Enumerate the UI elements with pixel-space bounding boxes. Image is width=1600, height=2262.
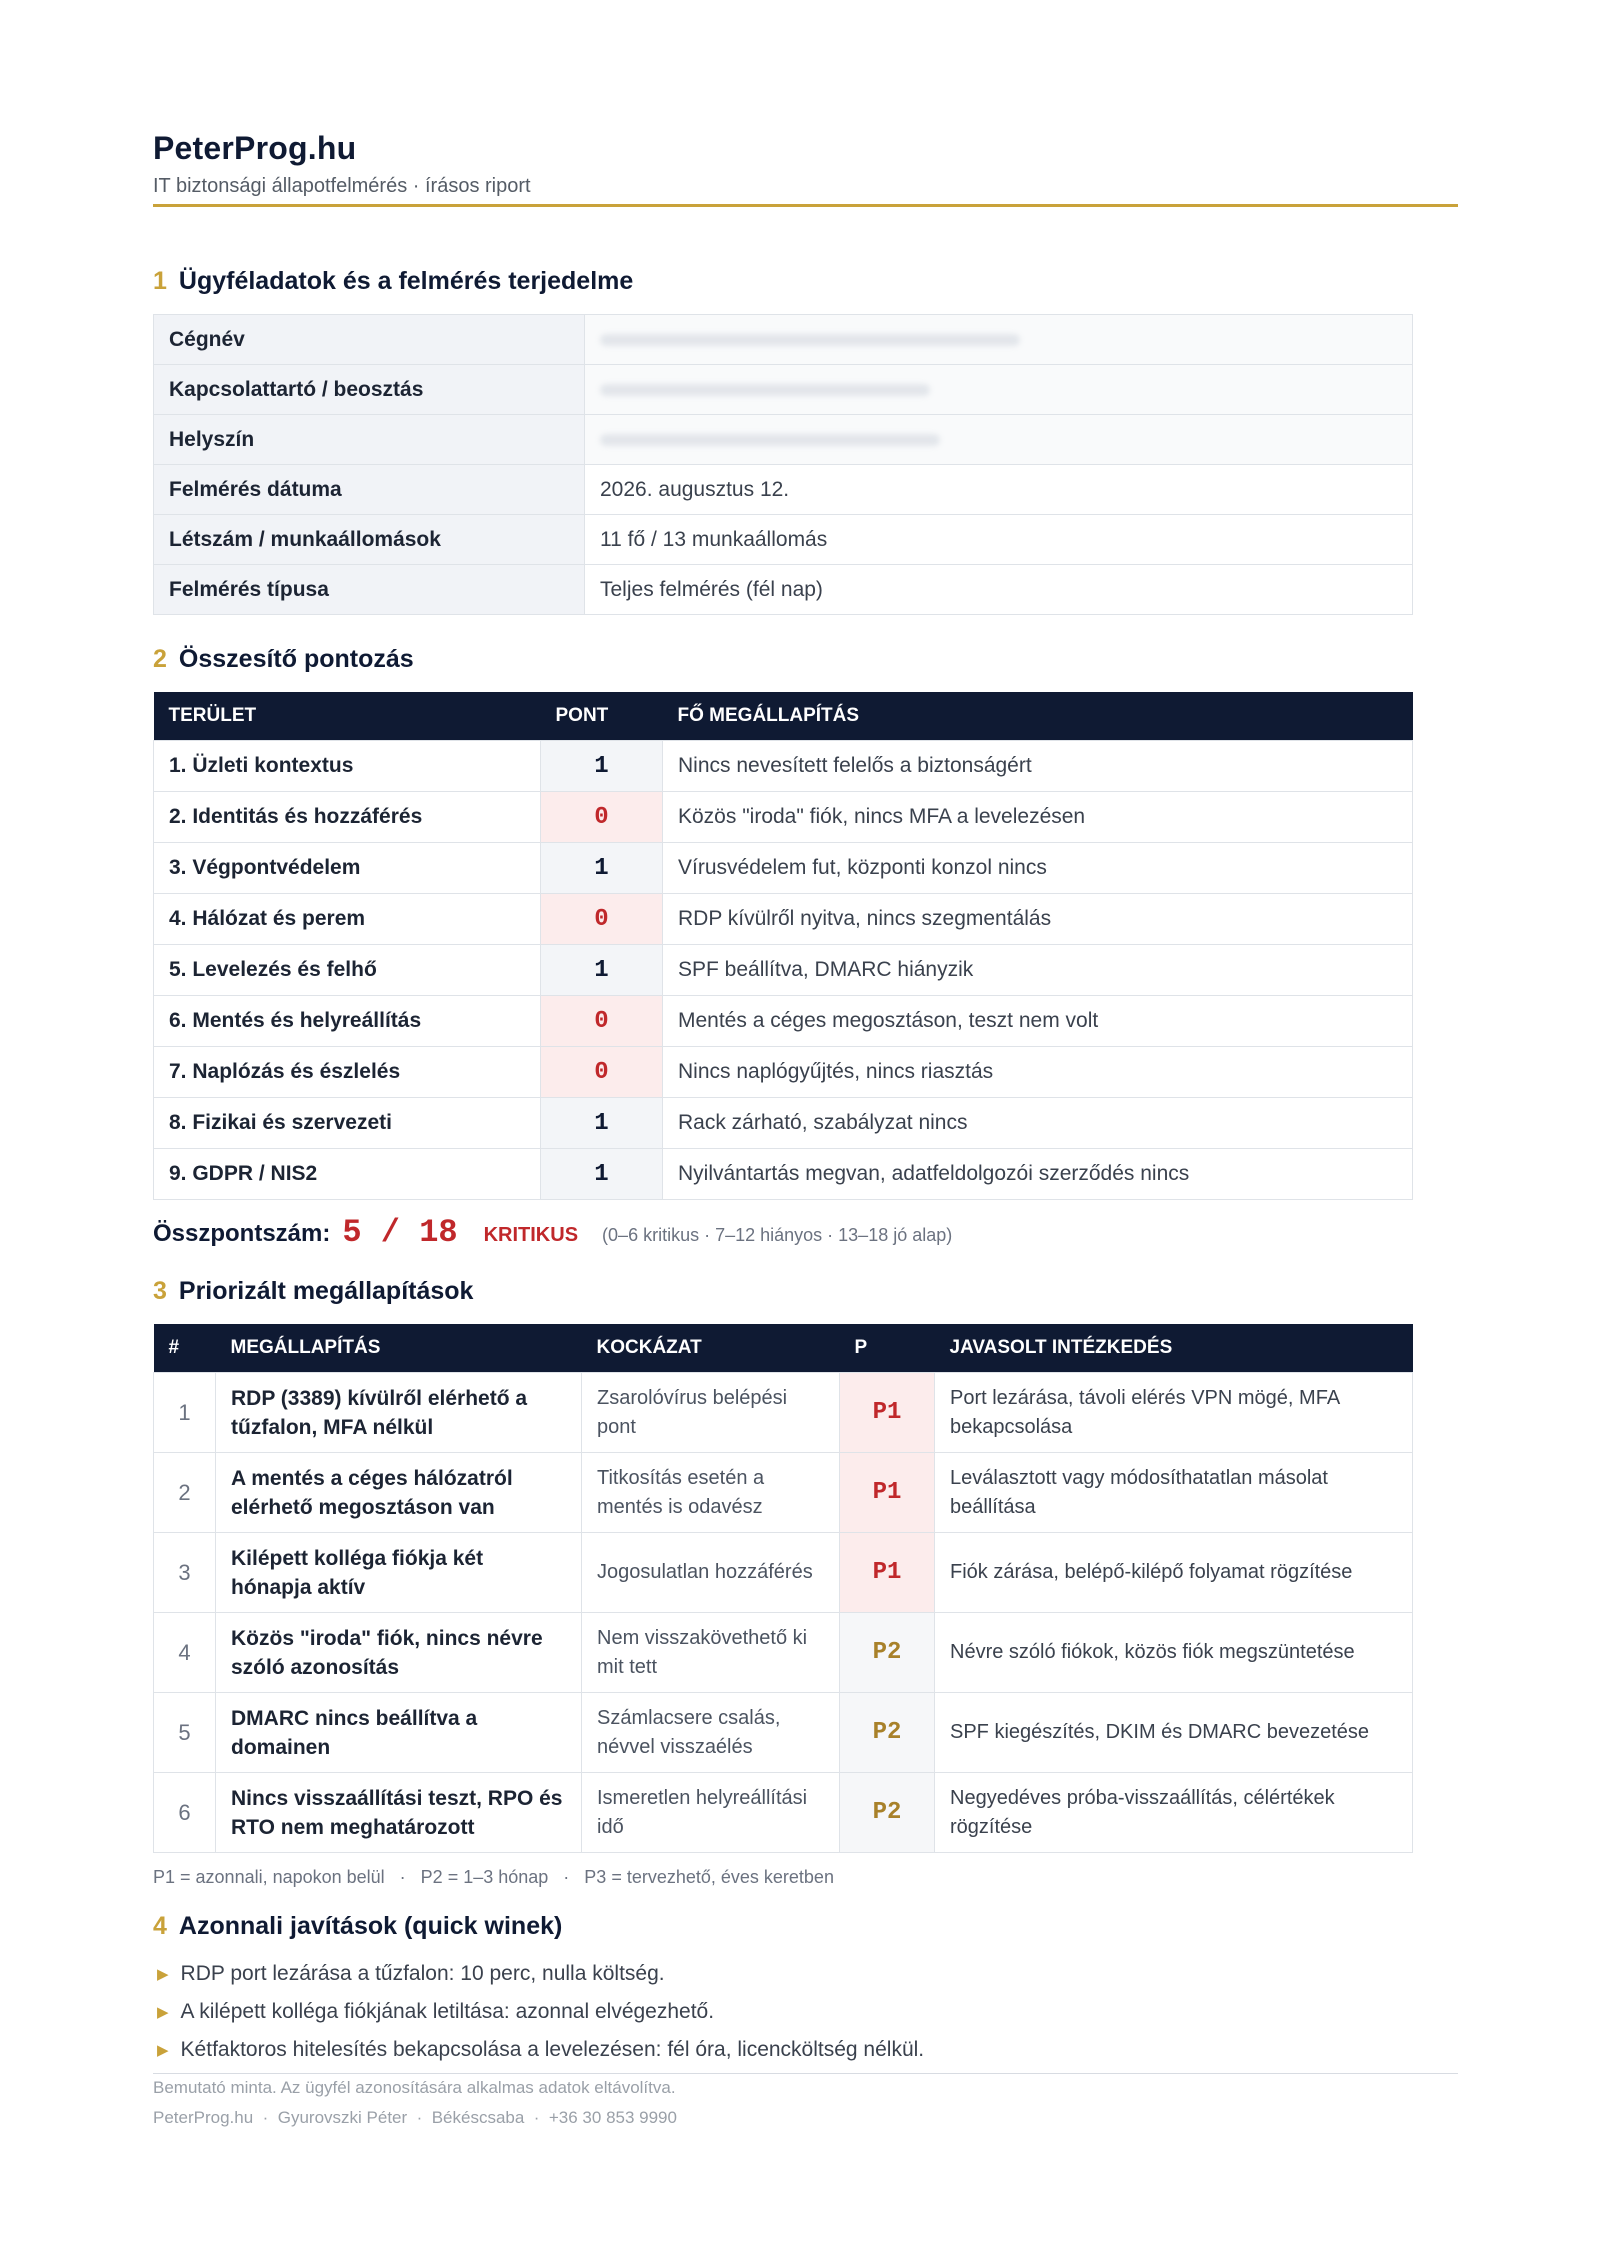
finding-title: Kilépett kolléga fiókja két hónapja aktív [216,1533,582,1613]
area-main-finding: Nincs nevesített felelős a biztonságért [663,741,1413,792]
finding-risk: Nem visszakövethető ki mit tett [582,1613,840,1693]
client-row [154,415,1413,465]
area-name: 4. Hálózat és perem [154,894,541,945]
area-main-finding: SPF beállítva, DMARC hiányzik [663,945,1413,996]
finding-action: Leválasztott vagy módosíthatatlan másolat beállítása [935,1453,1413,1533]
table-row [154,1098,1413,1149]
section-title: Összesítő pontozás [178,645,414,673]
table-row [154,1373,1413,1453]
area-point: 0 [541,1047,663,1098]
section-title: Azonnali javítások (quick winek) [178,1912,563,1940]
client-field-label: Felmérés dátuma [154,465,585,515]
table-row [154,996,1413,1047]
table-row [154,1533,1413,1613]
area-point: 1 [541,741,663,792]
section-heading-findings [153,1277,1458,1306]
table-row [154,843,1413,894]
finding-priority: P1 [840,1453,935,1533]
list-item [153,2031,1458,2069]
header-area: TERÜLET [154,692,541,741]
finding-priority: P2 [840,1613,935,1693]
area-name: 6. Mentés és helyreállítás [154,996,541,1047]
finding-risk: Titkosítás esetén a mentés is odavész [582,1453,840,1533]
area-point: 0 [541,996,663,1047]
header-finding: MEGÁLLAPÍTÁS [216,1324,582,1373]
header-risk: KOCKÁZAT [582,1324,840,1373]
finding-title: Nincs visszaállítási teszt, RPO és RTO nem meghatározott [216,1773,582,1853]
finding-index: 5 [154,1693,216,1773]
status-badge: KRITIKUS [483,1224,579,1246]
finding-risk: Számlacsere csalás, névvel visszaélés [582,1693,840,1773]
section-heading-client [153,267,1458,296]
finding-action: Névre szóló fiókok, közös fiók megszüntetése [935,1613,1413,1693]
table-row [154,1613,1413,1693]
section-title: Ügyféladatok és a felmérés terjedelme [178,267,634,295]
area-name: 5. Levelezés és felhő [154,945,541,996]
client-field-value: 2026. augusztus 12. [585,465,1413,515]
client-row [154,465,1413,515]
finding-risk: Zsarolóvírus belépési pont [582,1373,840,1453]
quick-win-text: Kétfaktoros hitelesítés bekapcsolása a levelezésen: fél óra, licencköltség nélkül. [180,2038,925,2061]
area-name: 7. Naplózás és észlelés [154,1047,541,1098]
finding-index: 1 [154,1373,216,1453]
client-field-label: Kapcsolattartó / beosztás [154,365,585,415]
area-main-finding: Nyilvántartás megvan, adatfeldolgozói szerződés nincs [663,1149,1413,1200]
client-row [154,565,1413,615]
priority-legend: P1 = azonnali, napokon belül · P2 = 1–3 hónap · P3 = tervezhető, éves keretben [153,1867,834,1887]
header-action: JAVASOLT INTÉZKEDÉS [935,1324,1413,1373]
finding-index: 6 [154,1773,216,1853]
triangle-bullet-icon: ▶ [157,2042,169,2059]
finding-action: Fiók zárása, belépő-kilépő folyamat rögzítése [935,1533,1413,1613]
triangle-bullet-icon: ▶ [157,1966,169,1983]
redacted-value [600,434,940,446]
score-header-row [154,692,1413,741]
table-row [154,1149,1413,1200]
section-heading-score [153,645,1458,674]
header-index: # [154,1324,216,1373]
quick-win-text: RDP port lezárása a tűzfalon: 10 perc, nulla költség. [180,1962,665,1985]
client-field-label: Létszám / munkaállomások [154,515,585,565]
area-name: 2. Identitás és hozzáférés [154,792,541,843]
area-point: 1 [541,945,663,996]
report-subtitle: IT biztonsági állapotfelmérés · írásos riport [153,175,531,197]
finding-title: Közös "iroda" fiók, nincs névre szóló azonosítás [216,1613,582,1693]
section-title: Priorizált megállapítások [178,1277,474,1305]
footer-divider [153,2073,1458,2074]
quick-wins-list [153,1955,1458,2069]
section-number: 3 [153,1277,167,1305]
total-score-label: Összpontszám: [153,1220,331,1247]
finding-action: Port lezárása, távoli elérés VPN mögé, MFA bekapcsolása [935,1373,1413,1453]
header-main-finding: FŐ MEGÁLLAPÍTÁS [663,692,1413,741]
list-item [153,1955,1458,1993]
list-item [153,1993,1458,2031]
area-name: 9. GDPR / NIS2 [154,1149,541,1200]
table-row [154,1693,1413,1773]
client-field-value [585,415,1413,465]
client-field-value [585,315,1413,365]
finding-priority: P2 [840,1773,935,1853]
client-row [154,365,1413,415]
area-main-finding: RDP kívülről nyitva, nincs szegmentálás [663,894,1413,945]
table-row [154,1773,1413,1853]
client-field-label: Felmérés típusa [154,565,585,615]
section-heading-quick-wins [153,1912,1458,1941]
client-table [153,314,1413,615]
area-main-finding: Nincs naplógyűjtés, nincs riasztás [663,1047,1413,1098]
section-number: 4 [153,1912,167,1940]
client-field-label: Helyszín [154,415,585,465]
client-field-value: Teljes felmérés (fél nap) [585,565,1413,615]
table-row [154,792,1413,843]
redacted-value [600,334,1020,346]
finding-title: RDP (3389) kívülről elérhető a tűzfalon, MFA nélkül [216,1373,582,1453]
quick-win-text: A kilépett kolléga fiókjának letiltása: azonnal elvégezhető. [180,2000,715,2023]
section-number: 1 [153,267,167,295]
client-field-label: Cégnév [154,315,585,365]
finding-index: 3 [154,1533,216,1613]
finding-title: DMARC nincs beállítva a domainen [216,1693,582,1773]
finding-priority: P1 [840,1373,935,1453]
area-point: 0 [541,792,663,843]
area-point: 0 [541,894,663,945]
client-field-value: 11 fő / 13 munkaállomás [585,515,1413,565]
triangle-bullet-icon: ▶ [157,2004,169,2021]
findings-table [153,1324,1413,1853]
brand-title: PeterProg.hu [153,130,357,166]
footer-contact: PeterProg.hu · Gyurovszki Péter · Békéscsaba · +36 30 853 9990 [153,2108,677,2127]
area-main-finding: Rack zárható, szabályzat nincs [663,1098,1413,1149]
score-scale: (0–6 kritikus · 7–12 hiányos · 13–18 jó alap) [602,1225,953,1245]
area-main-finding: Közös "iroda" fiók, nincs MFA a levelezésen [663,792,1413,843]
table-row [154,1047,1413,1098]
table-row [154,741,1413,792]
finding-priority: P2 [840,1693,935,1773]
finding-action: SPF kiegészítés, DKIM és DMARC bevezetése [935,1693,1413,1773]
total-score [153,1214,1458,1251]
client-row [154,315,1413,365]
area-main-finding: Mentés a céges megosztáson, teszt nem volt [663,996,1413,1047]
area-name: 1. Üzleti kontextus [154,741,541,792]
finding-action: Negyedéves próba-visszaállítás, célértékek rögzítése [935,1773,1413,1853]
report-content [153,130,1458,2128]
section-number: 2 [153,645,167,673]
area-point: 1 [541,843,663,894]
header-point: PONT [541,692,663,741]
area-name: 8. Fizikai és szervezeti [154,1098,541,1149]
finding-index: 4 [154,1613,216,1693]
header-divider [153,204,1458,207]
score-table [153,692,1413,1200]
table-row [154,1453,1413,1533]
redacted-value [600,384,930,396]
area-point: 1 [541,1098,663,1149]
finding-risk: Ismeretlen helyreállítási idő [582,1773,840,1853]
table-row [154,945,1413,996]
area-main-finding: Vírusvédelem fut, központi konzol nincs [663,843,1413,894]
finding-title: A mentés a céges hálózatról elérhető megosztáson van [216,1453,582,1533]
table-row [154,894,1413,945]
area-name: 3. Végpontvédelem [154,843,541,894]
findings-header-row [154,1324,1413,1373]
total-score-value: 5 / 18 [342,1214,458,1251]
finding-index: 2 [154,1453,216,1533]
header-priority: P [840,1324,935,1373]
footer-note: Bemutató minta. Az ügyfél azonosítására alkalmas adatok eltávolítva. [153,2078,676,2097]
finding-risk: Jogosulatlan hozzáférés [582,1533,840,1613]
area-point: 1 [541,1149,663,1200]
client-field-value [585,365,1413,415]
finding-priority: P1 [840,1533,935,1613]
client-row [154,515,1413,565]
